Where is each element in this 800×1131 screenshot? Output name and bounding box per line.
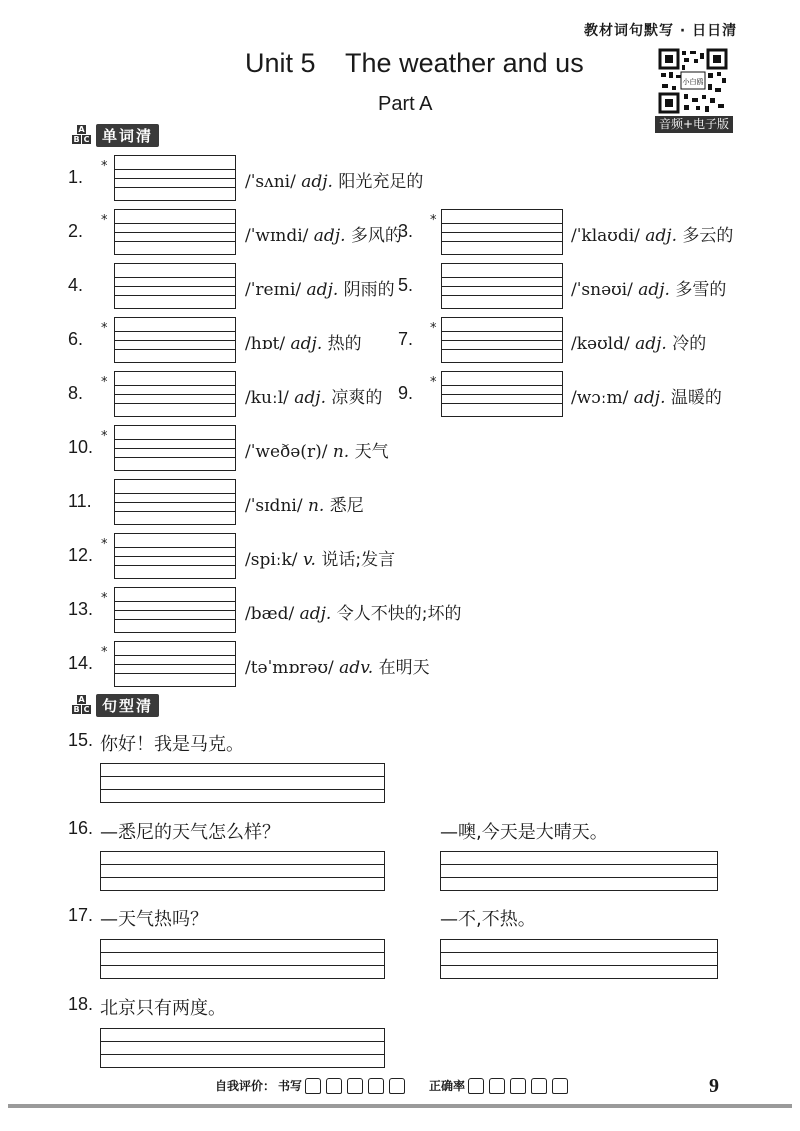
thumbs-up-icon[interactable] — [368, 1078, 384, 1094]
vocab-number: 6. — [68, 329, 84, 349]
meaning: 温暖的 — [670, 388, 722, 408]
phonetic: /təˈmɒrəʊ/ — [245, 658, 334, 678]
vocab-number: 9. — [398, 383, 414, 403]
phonetic: /ˈreɪni/ — [245, 280, 302, 300]
word-write-box[interactable] — [114, 479, 236, 525]
word-write-box[interactable] — [114, 587, 236, 633]
required-star: * — [101, 429, 108, 444]
vocab-entry — [245, 437, 389, 462]
word-write-box[interactable] — [114, 641, 236, 687]
vocab-number: 11. — [68, 491, 92, 511]
sentence-write-area[interactable] — [100, 1028, 385, 1068]
thumbs-up-icon[interactable] — [489, 1078, 505, 1094]
required-star: * — [430, 375, 437, 390]
page-number: 9 — [709, 1075, 719, 1097]
meaning: 阳光充足的 — [338, 172, 424, 192]
word-write-box[interactable] — [114, 263, 236, 309]
meaning: 多云的 — [682, 226, 734, 246]
sentence-number: 17. — [68, 905, 94, 925]
phonetic: /bæd/ — [245, 604, 295, 624]
meaning: 令人不快的;坏的 — [336, 604, 462, 624]
qr-label: 音频+电子版 — [655, 116, 733, 133]
thumbs-up-icon[interactable] — [347, 1078, 363, 1094]
header-tag: 教材词句默写 · 日日清 — [584, 23, 738, 39]
meaning: 悉尼 — [329, 496, 364, 516]
required-star: * — [430, 213, 437, 228]
phonetic: /spiːk/ — [245, 550, 298, 570]
sentence-number: 16. — [68, 818, 94, 838]
vocab-number: 10. — [68, 437, 94, 457]
meaning: 多风的 — [350, 226, 402, 246]
sentence-prompt: —悉尼的天气怎么样？ — [100, 822, 280, 843]
part-of-speech: adv. — [339, 658, 374, 678]
sentence-write-area[interactable] — [100, 851, 385, 891]
sentence-number: 18. — [68, 994, 94, 1014]
vocab-number: 4. — [68, 275, 84, 295]
phonetic: /kuːl/ — [245, 388, 289, 408]
vocab-number: 12. — [68, 545, 94, 565]
vocab-entry — [245, 167, 423, 192]
vocab-number: 3. — [398, 221, 414, 241]
vocab-entry — [245, 275, 395, 300]
vocab-number: 14. — [68, 653, 94, 673]
phonetic: /kəʊld/ — [571, 334, 630, 354]
part-of-speech: adj. — [306, 280, 339, 300]
required-star: * — [101, 537, 108, 552]
required-star: * — [101, 321, 108, 336]
part-of-speech: adj. — [294, 388, 326, 408]
vocab-entry — [245, 221, 402, 246]
part-of-speech: adj. — [290, 334, 323, 354]
vocab-number: 7. — [398, 329, 414, 349]
meaning: 阴雨的 — [343, 280, 395, 300]
thumbs-up-icon[interactable] — [468, 1078, 484, 1094]
word-write-box[interactable] — [114, 317, 236, 363]
vocab-entry — [245, 545, 395, 570]
part-of-speech: adj. — [635, 334, 667, 354]
sentence-write-area[interactable] — [100, 763, 385, 803]
sentence-section-title: 句型清 — [96, 694, 159, 717]
meaning: 凉爽的 — [331, 388, 383, 408]
thumbs-up-icon[interactable] — [326, 1078, 342, 1094]
required-star: * — [101, 645, 108, 660]
vocab-entry — [571, 221, 733, 246]
meaning: 天气 — [354, 442, 389, 462]
part-of-speech: adj. — [299, 604, 332, 624]
meaning: 热的 — [327, 334, 362, 354]
vocab-section-title: 单词清 — [96, 124, 159, 147]
required-star: * — [430, 321, 437, 336]
meaning: 冷的 — [672, 334, 707, 354]
qr-code-icon[interactable] — [658, 48, 728, 114]
word-write-box[interactable] — [114, 155, 236, 201]
phonetic: /ˈsɪdni/ — [245, 496, 303, 516]
vocab-number: 8. — [68, 383, 84, 403]
vocab-entry — [571, 275, 726, 300]
sentence-reply: —不,不热。 — [440, 909, 536, 930]
vocab-number: 13. — [68, 599, 94, 619]
required-star: * — [101, 213, 108, 228]
vocab-number: 2. — [68, 221, 84, 241]
vocab-entry — [245, 599, 461, 624]
self-evaluation — [215, 1077, 570, 1094]
phonetic: /ˈweðə(r)/ — [245, 442, 328, 462]
part-of-speech: n. — [332, 442, 350, 462]
sentence-prompt: 北京只有两度。 — [100, 998, 226, 1019]
vocab-number: 1. — [68, 167, 84, 187]
sentence-number: 15. — [68, 730, 94, 750]
phonetic: /hɒt/ — [245, 334, 286, 354]
sentence-prompt: 你好！我是马克。 — [100, 734, 244, 755]
page-bottom-band — [8, 1104, 792, 1108]
phonetic: /ˈklaʊdi/ — [571, 226, 640, 246]
meaning: 在明天 — [378, 658, 430, 678]
sentence-write-area[interactable] — [100, 939, 385, 979]
word-write-box[interactable] — [441, 371, 563, 417]
meaning: 说话;发言 — [321, 550, 396, 570]
vocab-number: 5. — [398, 275, 414, 295]
phonetic: /wɔːm/ — [571, 388, 629, 408]
sentence-reply-write-area[interactable] — [440, 939, 718, 979]
sentence-section-header — [72, 694, 159, 716]
thumbs-up-icon[interactable] — [531, 1078, 547, 1094]
word-write-box[interactable] — [114, 533, 236, 579]
phonetic: /ˈsʌni/ — [245, 172, 296, 192]
thumbs-up-icon[interactable] — [552, 1078, 568, 1094]
abc-badge-icon: A B C — [73, 695, 90, 714]
part-of-speech: adj. — [638, 280, 670, 300]
phonetic: /ˈwɪndi/ — [245, 226, 309, 246]
sentence-prompt: —天气热吗？ — [100, 909, 208, 930]
part-of-speech: n. — [307, 496, 325, 516]
vocab-entry — [245, 383, 382, 408]
word-write-box[interactable] — [441, 317, 563, 363]
phonetic: /ˈsnəʊi/ — [571, 280, 633, 300]
thumbs-up-icon[interactable] — [305, 1078, 321, 1094]
part-of-speech: adj. — [645, 226, 677, 246]
writing-label: 书写 — [278, 1079, 303, 1093]
word-write-box[interactable] — [114, 209, 236, 255]
page-title: Unit 5 The weather and us — [245, 48, 584, 78]
vocab-entry — [571, 329, 706, 354]
abc-badge-icon: A B C — [73, 125, 90, 144]
part-of-speech: v. — [302, 550, 316, 570]
vocab-entry — [245, 329, 362, 354]
thumbs-up-icon[interactable] — [389, 1078, 405, 1094]
word-write-box[interactable] — [114, 371, 236, 417]
word-write-box[interactable] — [441, 263, 563, 309]
vocab-section-header — [72, 124, 159, 146]
vocab-entry — [245, 653, 430, 678]
part-of-speech: adj. — [633, 388, 666, 408]
word-write-box[interactable] — [441, 209, 563, 255]
required-star: * — [101, 375, 108, 390]
required-star: * — [101, 591, 108, 606]
vocab-entry — [245, 491, 364, 516]
qr-center-text: 小白鸥 — [682, 78, 704, 86]
part-of-speech: adj. — [301, 172, 333, 192]
vocab-entry — [571, 383, 722, 408]
required-star: * — [101, 159, 108, 174]
sentence-reply: —噢,今天是大晴天。 — [440, 822, 608, 843]
thumbs-up-icon[interactable] — [510, 1078, 526, 1094]
self-eval-label: 自我评价： — [215, 1079, 276, 1093]
page-subtitle: Part A — [378, 93, 433, 115]
word-write-box[interactable] — [114, 425, 236, 471]
sentence-reply-write-area[interactable] — [440, 851, 718, 891]
part-of-speech: adj. — [313, 226, 346, 246]
accuracy-label: 正确率 — [429, 1079, 466, 1093]
meaning: 多雪的 — [675, 280, 727, 300]
